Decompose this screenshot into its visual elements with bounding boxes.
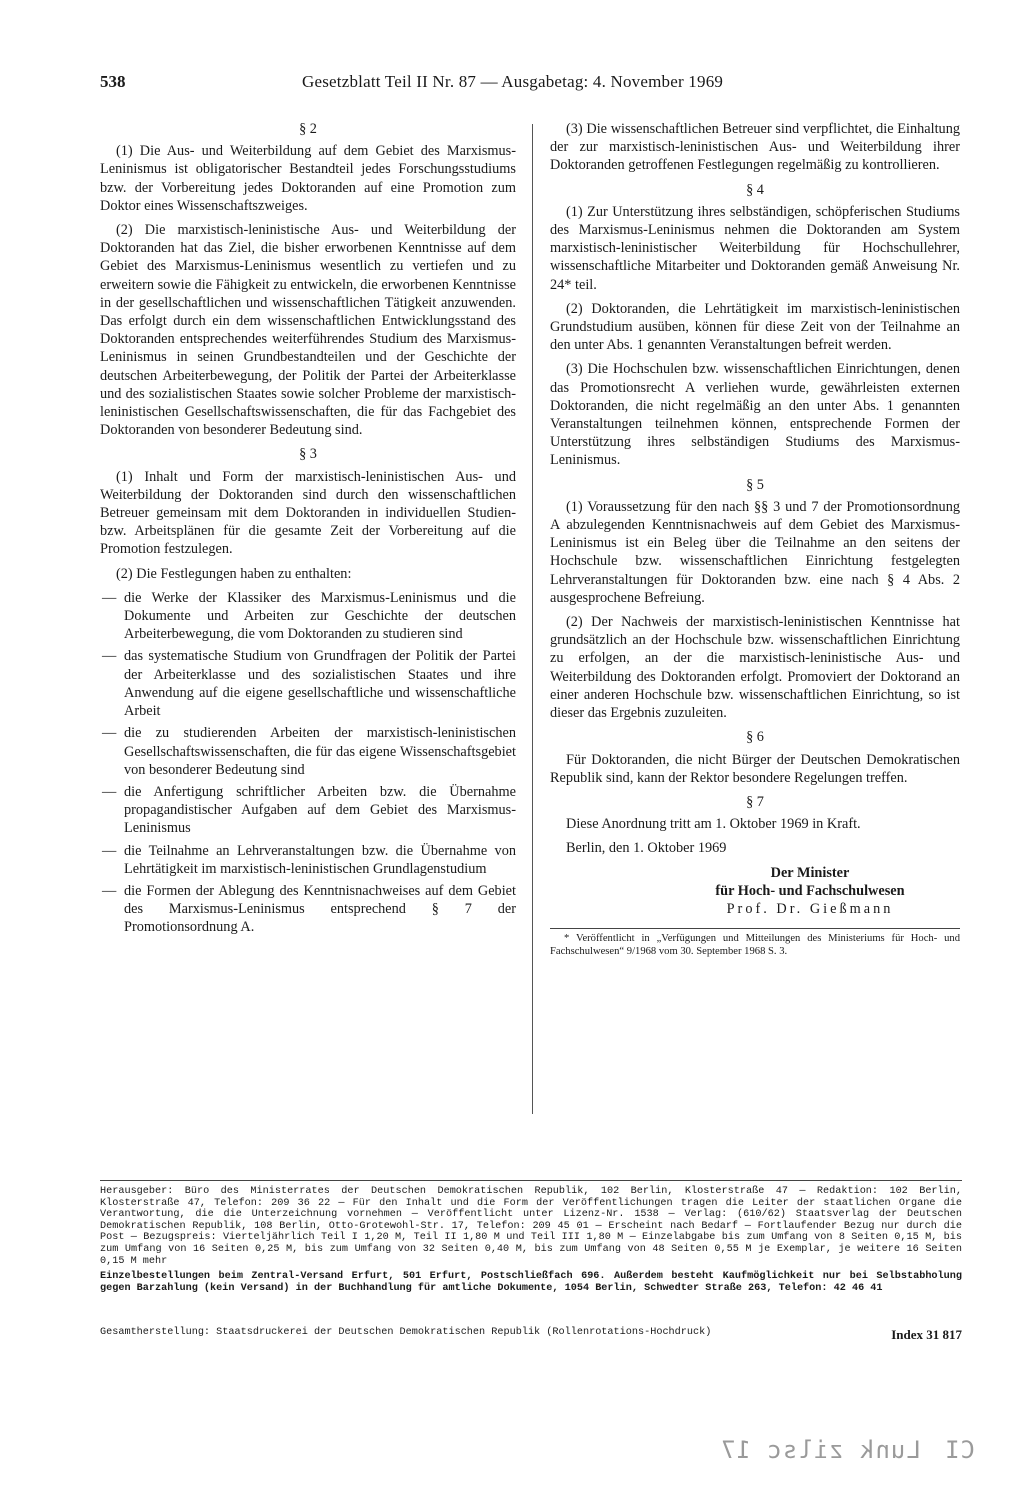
list-item-text: das systematische Studium von Grundfragen der Politik der Partei der Arbeiterklasse und des sozialistischen Staates und ihre Anwendung auf die eigene gesellschaftliche und wissenschaftliche Arbeit xyxy=(124,648,516,720)
imprint-rule xyxy=(100,1180,962,1181)
paragraph: (1) Inhalt und Form der marxistisch-leninistischen Aus- und Weiterbildung der Doktoranden sind durch den wissenschaftlichen Betreuer gemeinsam mit dem Doktoranden in individuellen Studien- bzw. Arbeitsplänen für die gesamte Zeit der Vorbereitung auf die Promotion festzulegen. xyxy=(100,468,516,558)
list-item xyxy=(100,783,516,838)
section-heading-7: § 7 xyxy=(746,793,764,810)
left-column xyxy=(100,120,516,941)
list-item-text: die Anfertigung schriftlicher Arbeiten bzw. die Übernahme propagandistischer Aufgaben auf dem Gebiet des Marxismus-Leninismus xyxy=(124,783,516,837)
paragraph: Für Doktoranden, die nicht Bürger der Deutschen Demokratischen Republik sind, kann der Rektor besondere Regelungen treffen. xyxy=(550,751,960,786)
paragraph: Diese Anordnung tritt am 1. Oktober 1969 in Kraft. xyxy=(566,816,861,833)
signatory-ministry: für Hoch- und Fachschulwesen xyxy=(715,882,905,899)
list-item xyxy=(100,589,516,644)
dash-bullet: — xyxy=(102,842,117,859)
imprint-final-line xyxy=(100,1327,962,1342)
signatory-title: Der Minister xyxy=(770,864,850,881)
paragraph: (1) Voraussetzung für den nach §§ 3 und 7 der Promotionsordnung A abzulegenden Kenntnisnachweis auf dem Gebiet des Marxismus-Leninismus ist ein Beleg über die Teilnahme an den seitens der Hochschule bzw. wissenschaftlichen Einrichtung festgelegten Lehrveranstaltungen für Doktoranden bzw. eine nach § 4 Abs. 2 ausgesprochene Befreiung. xyxy=(550,498,960,606)
paragraph: (3) Die wissenschaftlichen Betreuer sind verpflichtet, die Einhaltung der zur marxistisch-leninistischen Aus- und Weiterbildung ihrer Doktoranden getroffenen Festlegungen regelmäßig zu kontrollieren. xyxy=(550,121,960,174)
list-item xyxy=(100,842,516,878)
page-header xyxy=(100,72,970,96)
list-item-text: die Formen der Ablegung des Kenntnisnachweises auf dem Gebiet des Marxismus-Leninismus entsprechend § 7 der Promotionsordnung A. xyxy=(124,882,516,936)
library-stamp-text: Lunk zilsc 17 xyxy=(720,1436,921,1464)
page-number: 538 xyxy=(100,72,126,91)
dash-bullet: — xyxy=(102,589,117,606)
paragraph: (2) Die marxistisch-leninistische Aus- und Weiterbildung der Doktoranden hat das Ziel, die bisher erworbenen Kenntnisse auf dem Gebiet des Marxismus-Leninismus wesentlich zu vertiefen und zu erweitern sowie die Fähigkeit zu entwickeln, die erworbenen Kenntnisse in der gesellschaftlichen und wissenschaftlichen Tätigkeit anzuwenden. Das erfolgt durch ein dem wissenschaftlichen Entwicklungsstand des Doktoranden entsprechendes weiterführendes Studium des Marxismus-Leninismus in seinen Grundbestandteilen und der Geschichte der deutschen Arbeiterbewegung, der Politik der Partei der Arbeiterklasse und des sozialistischen Staates sowie solcher Probleme der marxistisch-leninistischen Gesellschaftswissenschaften, die für das Fachgebiet des Doktoranden von besonderer Bedeutung sind. xyxy=(100,222,516,439)
signatory-name: Prof. Dr. Gießmann xyxy=(726,900,894,917)
section-heading-5: § 5 xyxy=(746,476,764,493)
paragraph: (2) Die Festlegungen haben zu enthalten: xyxy=(116,565,352,582)
library-stamp-mark: CI xyxy=(944,1436,975,1464)
running-title: Gesetzblatt Teil II Nr. 87 — Ausgabetag: 4. November 1969 xyxy=(302,72,724,91)
index-number: Index 31 817 xyxy=(891,1327,962,1342)
list-item-text: die Werke der Klassiker des Marxismus-Leninismus und die Dokumente und Arbeiten zur Geschichte der deutschen Arbeiterbewegung, die vom Doktoranden zu studieren sind xyxy=(124,589,516,643)
paragraph: (2) Doktoranden, die Lehrtätigkeit im marxistisch-leninistischen Grundstudium ausüben, können für diese Zeit von der Teilnahme an den unter Abs. 1 genannten Veranstaltungen befreit werden. xyxy=(550,300,960,354)
list-item-text: die zu studierenden Arbeiten der marxistisch-leninistischen Gesellschaftswissenschaften, die für das eigene Wissenschaftsgebiet von besonderer Bedeutung sind xyxy=(124,725,516,778)
list-item-text: die Teilnahme an Lehrveranstaltungen bzw. die Übernahme von Lehrtätigkeit im marxistisch-leninistischen Grundlagenstudium xyxy=(124,842,516,877)
dash-bullet: — xyxy=(102,882,117,899)
list-item xyxy=(100,724,516,779)
signature-block xyxy=(550,864,960,919)
dash-bullet: — xyxy=(102,648,117,665)
column-divider xyxy=(532,124,533,1114)
imprint-orders: Einzelbestellungen beim Zentral-Versand Erfurt, 501 Erfurt, Postschließfach 696. Außerdem besteht Kaufmöglichkeit nur bei Selbstabholung gegen Barzahlung (kein Versand) in der Buchhandlung für amtliche Dokumente, 1054 Berlin, Schwedter Straße 263, Telefon: 42 46 41 xyxy=(100,1271,962,1294)
section-heading-4: § 4 xyxy=(746,181,764,198)
dash-bullet: — xyxy=(102,725,117,742)
paragraph: (2) Der Nachweis der marxistisch-leninistischen Kenntnisse hat grundsätzlich an der Hochschule bzw. wissenschaftlichen Einrichtung zu erfolgen, an der die marxistisch-leninistische Aus- und Weiterbildung des Doktoranden erfolgt. Promoviert der Doktorand an einer anderen Hochschule bzw. wissenschaftlichen Einrichtung, so ist dieser das Ergebnis zuzuleiten. xyxy=(550,614,960,722)
requirements-list xyxy=(100,589,516,937)
paragraph: (1) Zur Unterstützung ihres selbständigen, schöpferischen Studiums des Marxismus-Leninismus nehmen die Doktoranden am System marxistisch-leninistischer Weiterbildung für Hochschullehrer, wissenschaftliche Mitarbeiter und Doktoranden gemäß Anweisung Nr. 24* teil. xyxy=(550,203,960,293)
section-heading-6: § 6 xyxy=(746,729,764,746)
place-date: Berlin, den 1. Oktober 1969 xyxy=(566,840,727,857)
paragraph: (3) Die Hochschulen bzw. wissenschaftlichen Einrichtungen, denen das Promotionsrecht A verliehen wurde, gewährleisten externen Doktoranden, die nicht regelmäßig an den unter Abs. 1 genannten Veranstaltungen teilnehmen können, entsprechende Formen der Unterstützung ihres selbständigen Studiums des Marxismus-Leninismus. xyxy=(550,361,960,469)
imprint-publisher: Herausgeber: Büro des Ministerrates der Deutschen Demokratischen Republik, 102 Berlin, Klosterstraße 47 — Redaktion: 102 Berlin, Klosterstraße 47, Telefon: 209 36 22 — Für den Inhalt und die Form der Veröffentlichungen tragen die Leiter der staatlichen Organe die Verantwortung, die die Unterzeichnung vornehmen — Veröffentlicht unter Lizenz-Nr. 1538 — Verlag: (610/62) Staatsverlag der Deutschen Demokratischen Republik, 108 Berlin, Otto-Grotewohl-Str. 17, Telefon: 209 45 01 — Erscheint nach Bedarf — Fortlaufender Bezug nur durch die Post — Bezugspreis: Vierteljährlich Teil I 1,20 M, Teil II 1,80 M und Teil III 1,80 M — Einzelabgabe bis zum Umfang von 8 Seiten 0,15 M, bis zum Umfang von 16 Seiten 0,25 M, bis zum Umfang von 32 Seiten 0,40 M, bis zum Umfang von 48 Seiten 0,55 M je Exemplar, je weitere 16 Seiten 0,15 M mehr xyxy=(100,1186,962,1267)
section-heading-2: § 2 xyxy=(299,121,317,137)
right-column xyxy=(550,120,960,958)
footnote: * Veröffentlicht in „Verfügungen und Mitteilungen des Ministeriums für Hoch- und Fachschulwesen“ 9/1968 vom 30. September 1968 S. 3. xyxy=(550,933,960,957)
section-heading-3: § 3 xyxy=(299,446,317,463)
printer-note: Gesamtherstellung: Staatsdruckerei der Deutschen Demokratischen Republik (Rollenrotations-Hochdruck) xyxy=(100,1327,712,1338)
footnote-rule xyxy=(550,928,960,929)
dash-bullet: — xyxy=(102,783,117,800)
list-item xyxy=(100,882,516,937)
paragraph: (1) Die Aus- und Weiterbildung auf dem Gebiet des Marxismus-Leninismus ist obligatorischer Bestandteil jedes Forschungsstudiums bzw. der Vorbereitung jedes Doktoranden auf eine Promotion zum Doktor eines Wissenschaftszweiges. xyxy=(100,143,516,214)
imprint xyxy=(100,1186,962,1294)
list-item xyxy=(100,647,516,720)
